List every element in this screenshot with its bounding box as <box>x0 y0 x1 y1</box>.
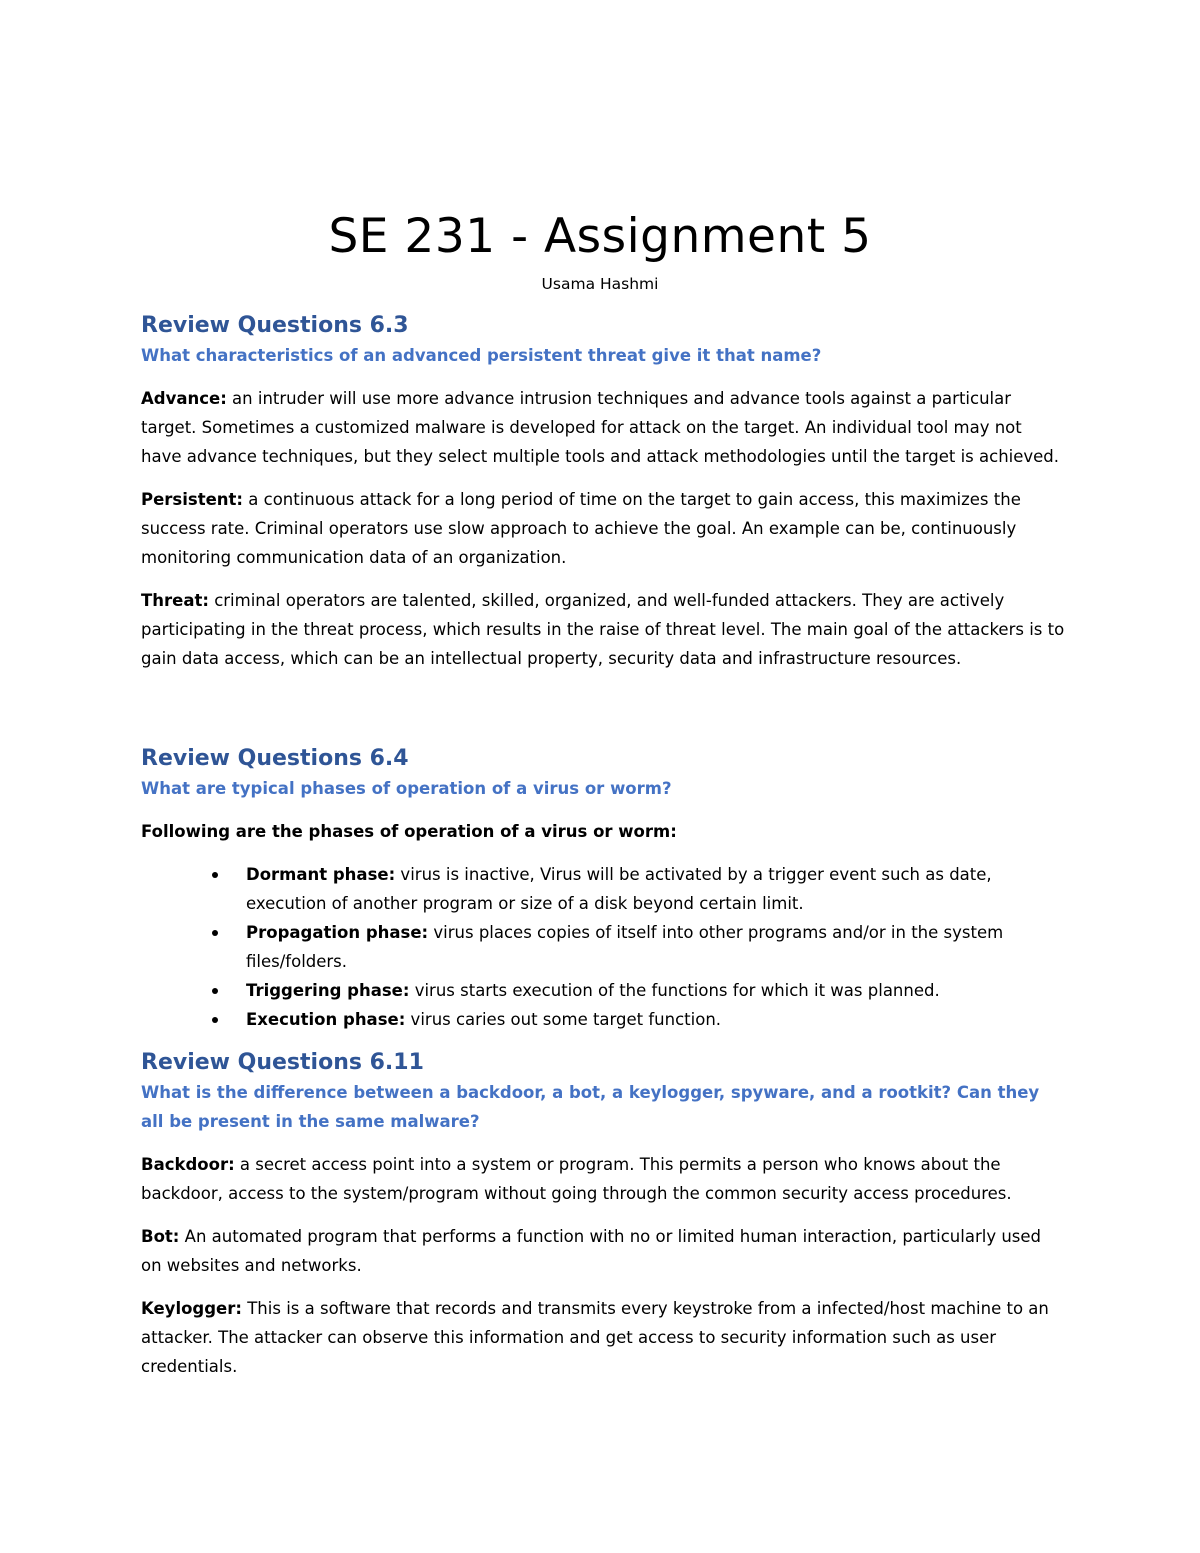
bullet-icon <box>212 1017 218 1023</box>
item-text: virus caries out some target function. <box>405 1010 722 1029</box>
paragraph-keylogger <box>141 1294 1066 1381</box>
paragraph-text: an intruder will use more advance intrusion techniques and advance tools against a particular target. Sometimes a customized malware is developed for attack on the target. An individual tool may not have advance techniques, but they select multiple tools and attack methodologies until the target is achieved. <box>141 389 1060 466</box>
section-heading: Review Questions 6.3 <box>141 313 409 338</box>
item-text: virus places copies of itself into other programs and/or in the system files/folders. <box>246 923 1004 971</box>
list-item-dormant <box>141 860 1066 918</box>
section-question: What are typical phases of operation of a virus or worm? <box>141 779 672 798</box>
list-item-propagation <box>141 918 1066 976</box>
bullet-icon <box>212 988 218 994</box>
paragraph-text: An automated program that performs a function with no or limited human interaction, particularly used on websites and networks. <box>141 1227 1042 1275</box>
item-text: virus starts execution of the functions for which it was planned. <box>409 981 940 1000</box>
term-label: Keylogger: <box>141 1299 242 1318</box>
term-label: Threat: <box>141 591 209 610</box>
section-6-4 <box>141 744 1066 1034</box>
paragraph-bot <box>141 1222 1066 1280</box>
term-label: Bot: <box>141 1227 180 1246</box>
term-label: Backdoor: <box>141 1155 235 1174</box>
term-label: Persistent: <box>141 490 244 509</box>
paragraph-threat <box>141 586 1066 673</box>
section-6-11 <box>141 1048 1066 1381</box>
term-label: Triggering phase: <box>246 981 410 1000</box>
term-label: Propagation phase: <box>246 923 429 942</box>
bullet-icon <box>212 930 218 936</box>
section-heading: Review Questions 6.11 <box>141 1050 424 1075</box>
paragraph-text: criminal operators are talented, skilled, organized, and well-funded attackers. They are actively participating in the threat process, which results in the raise of threat level. The main goal of the attackers is to gain data access, which can be an intellectual property, security data and infrastructure resources. <box>141 591 1065 668</box>
section-question: What is the difference between a backdoor, a bot, a keylogger, spyware, and a rootkit? Can they all be present in the same malware? <box>141 1083 1040 1131</box>
section-question: What characteristics of an advanced persistent threat give it that name? <box>141 346 822 365</box>
paragraph-backdoor <box>141 1150 1066 1208</box>
paragraph-text: a continuous attack for a long period of time on the target to gain access, this maximizes the success rate. Criminal operators use slow approach to achieve the goal. An example can be, continuously monitoring communication data of an organization. <box>141 490 1021 567</box>
phases-intro <box>141 817 1066 846</box>
list-item-execution <box>141 1005 1066 1034</box>
term-label: Execution phase: <box>246 1010 406 1029</box>
section-6-3 <box>141 311 1066 673</box>
section-heading: Review Questions 6.4 <box>141 746 409 771</box>
phases-list <box>141 860 1066 1034</box>
paragraph-persistent <box>141 485 1066 572</box>
document-title: SE 231 - Assignment 5 <box>328 209 872 264</box>
paragraph-text: This is a software that records and transmits every keystroke from a infected/host machine to an attacker. The attacker can observe this information and get access to security information such as user credentials. <box>141 1299 1049 1376</box>
paragraph-text: a secret access point into a system or program. This permits a person who knows about the backdoor, access to the system/program without going through the common security access procedures. <box>141 1155 1012 1203</box>
bullet-icon <box>212 872 218 878</box>
phases-intro-text: Following are the phases of operation of a virus or worm: <box>141 822 677 841</box>
list-item-triggering <box>141 976 1066 1005</box>
term-label: Dormant phase: <box>246 865 396 884</box>
document-author: Usama Hashmi <box>541 275 659 293</box>
paragraph-advance <box>141 384 1066 471</box>
item-text: virus is inactive, Virus will be activated by a trigger event such as date, execution of another program or size of a disk beyond certain limit. <box>246 865 992 913</box>
term-label: Advance: <box>141 389 227 408</box>
